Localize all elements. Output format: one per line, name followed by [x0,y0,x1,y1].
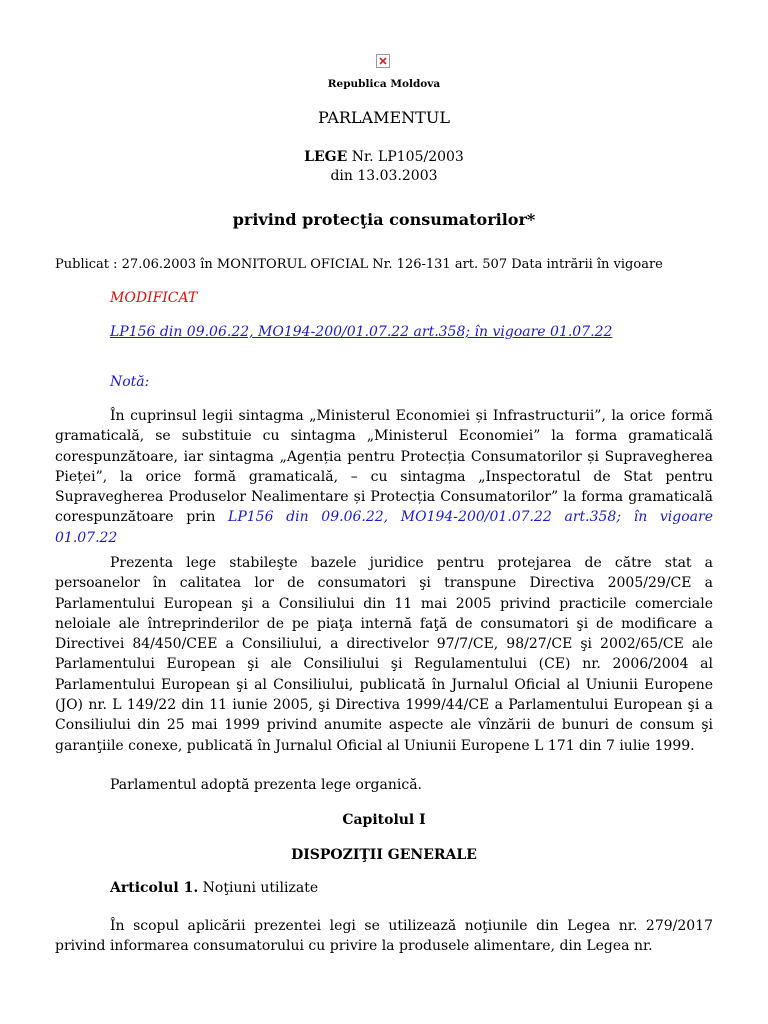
article-paragraph: În scopul aplicării prezentei legi se utilizează noţiunile din Legea nr. 279/2017 privind informarea consumatorului cu privire la produsele alimentare, din Legea nr. [55,918,713,955]
chapter-heading: Capitolul I [342,812,426,828]
article-heading [110,880,318,896]
chapter-title: DISPOZIŢII GENERALE [291,847,477,863]
note-paragraph [55,406,713,548]
article-title: Noţiuni utilizate [202,880,319,896]
inline-amendment-link[interactable]: LP156 din 09.06.22, MO194-200/01.07.22 art.358; în vigoare 01.07.22 [55,509,714,546]
article-label: Articolul 1. [110,880,199,896]
note-text: În cuprinsul legii sintagma „Ministerul Economiei și Infrastructurii”, la orice formă gramaticală, se substituie cu sintagma „Ministerul Economiei” la forma gramaticală corespunzătoare, iar sintagma „Agenția pentru Protecția Consumatorilor și Supravegherea Pieței”, la orice formă gramaticală, – cu sintagma „Inspectoratul de Stat pentru Supravegherea Produselor Nealimentare și Protecția Consumatorilor” la forma gramaticală corespunzătoare prin [55,408,713,526]
adoption-statement: Parlamentul adoptă prezenta lege organică. [110,777,422,793]
law-label: LEGE [304,149,348,165]
law-date: din 13.03.2003 [330,168,438,184]
parliament-heading: PARLAMENTUL [318,108,450,127]
broken-image-icon [376,54,390,68]
law-title: privind protecţia consumatorilor* [232,210,536,229]
law-number-block [0,148,768,186]
country-name: Republica Moldova [327,78,441,90]
law-number: Nr. LP105/2003 [351,149,464,165]
modified-label: MODIFICAT [110,290,198,306]
preamble-paragraph: Prezenta lege stabileşte bazele juridice pentru protejarea de către stat a persoanelor în calitatea lor de consumatori şi transpune Directiva 2005/29/CE a Parlamentului European şi a Consiliului din 11 mai 2005 privind practicile comerciale neloiale ale întreprinderilor de pe piaţa internă faţă de consumatori şi de modificare a Directivei 84/450/CEE a Consiliului, a directivelor 97/7/CE, 98/27/CE şi 2002/65/CE ale Parlamentului European şi ale Consiliului şi Regulamentului (CE) nr. 2006/2004 al Parlamentului European şi al Consiliului, publicată în Jurnalul Oficial al Uniunii Europene (JO) nr. L 149/22 din 11 iunie 2005, şi Directiva 1999/44/CE a Parlamentului European şi a Consiliului din 25 mai 1999 privind anumite aspecte ale vînzării de bunuri de consum şi garanţiile conexe, publicată în Jurnalul Oficial al Uniunii Europene L 171 din 7 iulie 1999. [55,555,713,754]
note-label: Notă: [110,374,150,390]
publication-info: Publicat : 27.06.2003 în MONITORUL OFICIAL Nr. 126-131 art. 507 Data intrării în vigoare [55,257,663,272]
amendment-link[interactable]: LP156 din 09.06.22, MO194-200/01.07.22 art.358; în vigoare 01.07.22 [110,324,613,340]
